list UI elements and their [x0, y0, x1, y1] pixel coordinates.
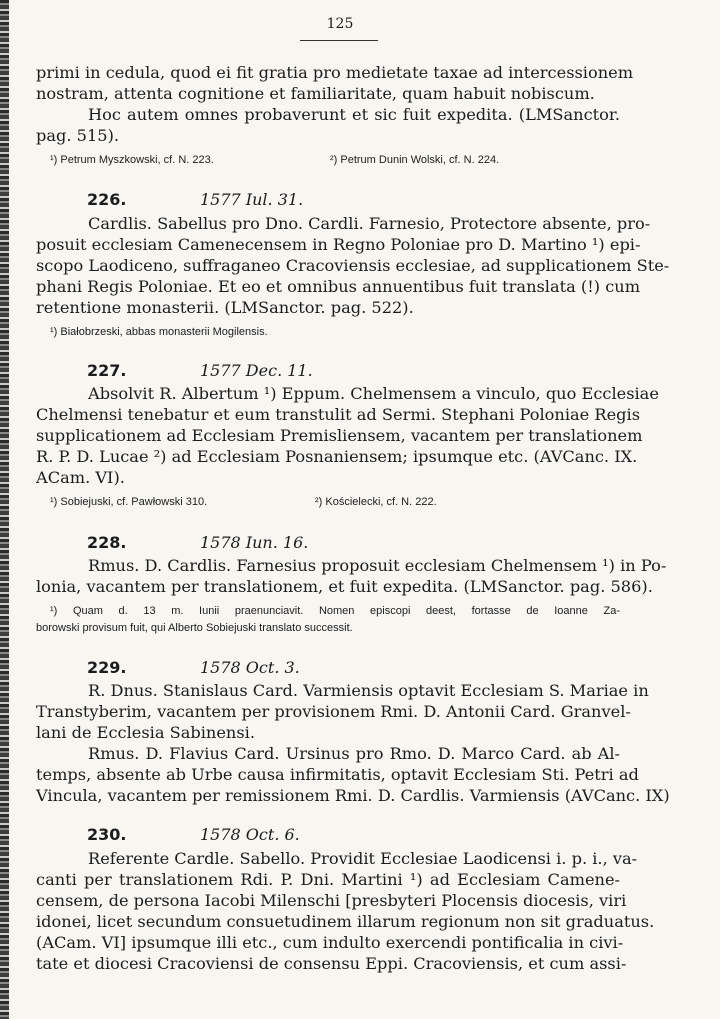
- footnote: ¹) Quam d. 13 m. Iunii praenunciavit. Nomen episcopi deest, fortasse de Ioanne Za-: [50, 605, 620, 617]
- text-line: Vincula, vacantem per remissionem Rmi. D. Cardlis. Varmiensis (AVCanc. IX): [36, 786, 670, 805]
- text-line: scopo Laodiceno, suffraganeo Cracoviensis ecclesiae, ad supplicationem Ste-: [36, 256, 670, 275]
- text-line: ACam. VI).: [36, 468, 125, 487]
- scan-edge: [0, 0, 9, 1019]
- text-line: primi in cedula, quod ei fit gratia pro medietate taxae ad intercessionem: [36, 63, 634, 82]
- text-line: censem, de persona Iacobi Milenschi [presbyteri Plocensis diocesis, viri: [36, 891, 627, 910]
- footnote: ²) Petrum Dunin Wolski, cf. N. 224.: [330, 154, 500, 166]
- text-line: posuit ecclesiam Camenecensem in Regno Poloniae pro D. Martino ¹) epi-: [36, 235, 641, 254]
- text-line: phani Regis Poloniae. Et eo et omnibus annuentibus fuit translata (!) cum: [36, 277, 641, 296]
- entry-date: 1577 Dec. 11.: [200, 361, 313, 380]
- text-line: supplicationem ad Ecclesiam Premisliensem, vacantem per translationem: [36, 426, 643, 445]
- text-line: lani de Ecclesia Sabinensi.: [36, 723, 255, 742]
- entry-number: 230.: [87, 825, 127, 844]
- entry-date: 1578 Oct. 3.: [200, 658, 300, 677]
- text-line: lonia, vacantem per translationem, et fuit expedita. (LMSanctor. pag. 586).: [36, 577, 653, 596]
- entry-number: 229.: [87, 658, 127, 677]
- text-line: Rmus. D. Cardlis. Farnesius proposuit ecclesiam Chelmensem ¹) in Po-: [88, 556, 667, 575]
- text-line: Absolvit R. Albertum ¹) Eppum. Chelmensem a vinculo, quo Ecclesiae: [88, 384, 659, 403]
- entry-date: 1578 Iun. 16.: [200, 533, 309, 552]
- text-line: pag. 515).: [36, 126, 120, 145]
- entry-number: 228.: [87, 533, 127, 552]
- text-line: retentione monasterii. (LMSanctor. pag. 522).: [36, 298, 414, 317]
- text-line: tate et diocesi Cracoviensi de consensu Eppi. Cracoviensis, et cum assi-: [36, 954, 627, 973]
- text-line: Chelmensi tenebatur et eum transtulit ad Sermi. Stephani Poloniae Regis: [36, 405, 641, 424]
- text-line: (ACam. VI] ipsumque illi etc., cum indulto exercendi pontificalia in civi-: [36, 933, 624, 952]
- text-line: nostram, attenta cognitione et familiaritate, quam habuit nobiscum.: [36, 84, 595, 103]
- text-line: R. Dnus. Stanislaus Card. Varmiensis optavit Ecclesiam S. Mariae in: [88, 681, 649, 700]
- footnote: ¹) Petrum Myszkowski, cf. N. 223.: [50, 154, 214, 166]
- entry-number: 227.: [87, 361, 127, 380]
- text-line: Hoc autem omnes probaverunt et sic fuit expedita. (LMSanctor.: [88, 105, 620, 124]
- footnote: ²) Kościelecki, cf. N. 222.: [315, 496, 437, 508]
- text-line: canti per translationem Rdi. P. Dni. Martini ¹) ad Ecclesiam Camene-: [36, 870, 620, 889]
- footnote: ¹) Białobrzeski, abbas monasterii Mogilensis.: [50, 326, 268, 338]
- footnote: ¹) Sobiejuski, cf. Pawłowski 310.: [50, 496, 208, 508]
- page-number-rule: [300, 40, 378, 41]
- text-line: idonei, licet secundum consuetudinem illarum regionum non sit graduatus.: [36, 912, 655, 931]
- text-line: Transtyberim, vacantem per provisionem Rmi. D. Antonii Card. Granvel-: [36, 702, 631, 721]
- text-line: Referente Cardle. Sabello. Providit Ecclesiae Laodicensi i. p. i., va-: [88, 849, 638, 868]
- entry-date: 1577 Iul. 31.: [200, 190, 304, 209]
- text-line: temps, absente ab Urbe causa infirmitatis, optavit Ecclesiam Sti. Petri ad: [36, 765, 639, 784]
- entry-date: 1578 Oct. 6.: [200, 825, 300, 844]
- text-line: R. P. D. Lucae ²) ad Ecclesiam Posnaniensem; ipsumque etc. (AVCanc. IX.: [36, 447, 638, 466]
- text-line: Cardlis. Sabellus pro Dno. Cardli. Farnesio, Protectore absente, pro-: [88, 214, 651, 233]
- page-number: 125: [326, 16, 354, 32]
- entry-number: 226.: [87, 190, 127, 209]
- footnote: borowski provisum fuit, qui Alberto Sobiejuski translato successit.: [36, 622, 353, 634]
- text-line: Rmus. D. Flavius Card. Ursinus pro Rmo. D. Marco Card. ab Al-: [88, 744, 620, 763]
